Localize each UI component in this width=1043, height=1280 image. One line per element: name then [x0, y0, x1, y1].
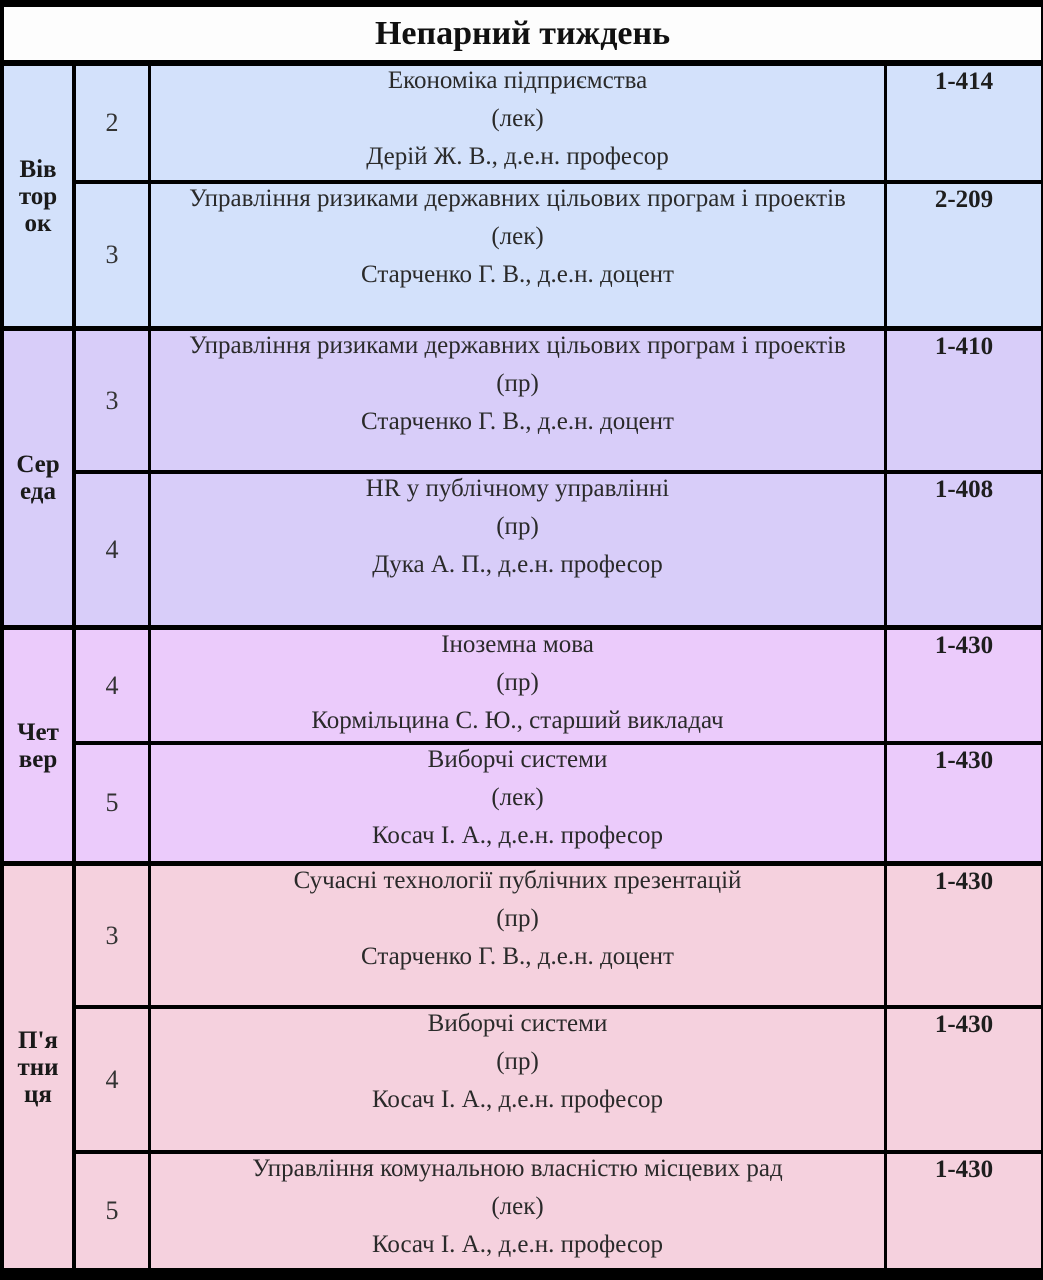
- subject-name: Виборчі системи: [427, 1010, 608, 1037]
- day-cell: [4, 866, 72, 1268]
- room-cell: [887, 1009, 1041, 1150]
- room-number: 1-430: [934, 632, 994, 659]
- lesson-cell: [151, 1154, 884, 1268]
- room-cell: [887, 745, 1041, 861]
- pair-number-text: 4: [105, 1064, 119, 1094]
- teacher-name: Старченко Г. В., д.е.н. доцент: [361, 408, 674, 435]
- day-label-line: П'я: [18, 1026, 58, 1054]
- day-label-line: Чет: [17, 718, 59, 746]
- room-number: 1-430: [934, 868, 994, 895]
- day-label-line: ок: [24, 209, 52, 237]
- teacher-name: Косач І. А., д.е.н. професор: [371, 822, 664, 849]
- subject-name: HR у публічному управлінні: [365, 475, 670, 502]
- lesson-cell: [151, 184, 884, 326]
- pair-number: [76, 1154, 148, 1268]
- day-cell: [4, 66, 72, 326]
- day-label-line: тни: [17, 1053, 59, 1081]
- room-number: 1-430: [934, 747, 994, 774]
- room-number: 1-410: [934, 333, 994, 360]
- room-number: 2-209: [934, 186, 994, 213]
- subject-name: Економіка підприємства: [387, 67, 648, 94]
- day-cell: [4, 630, 72, 861]
- lesson-type: (лек): [491, 105, 544, 132]
- pair-number: [76, 184, 148, 326]
- room-cell: [887, 184, 1041, 326]
- pair-number-text: 2: [105, 108, 119, 137]
- pair-number-text: 4: [105, 670, 119, 700]
- teacher-name: Дерій Ж. В., д.е.н. професор: [366, 143, 669, 170]
- day-label-line: Вів: [19, 155, 57, 183]
- pair-number: [76, 66, 148, 180]
- lesson-type: (пр): [496, 905, 539, 932]
- room-number: 1-430: [934, 1011, 994, 1038]
- pair-number-text: 5: [105, 1196, 119, 1225]
- room-cell: [887, 866, 1041, 1005]
- day-cell: [4, 331, 72, 625]
- room-number: 1-414: [934, 68, 994, 95]
- lesson-type: (пр): [496, 370, 539, 397]
- room-cell: [887, 474, 1041, 625]
- lesson-cell: [151, 866, 884, 1005]
- teacher-name: Кормільцина С. Ю., старший викладач: [311, 707, 724, 734]
- lesson-cell: [151, 1009, 884, 1150]
- day-label-line: еда: [20, 478, 56, 505]
- lesson-cell: [151, 630, 884, 741]
- subject-name: Управління комунальною власністю місцевих рад: [252, 1155, 783, 1182]
- pair-number-text: 3: [105, 385, 119, 415]
- lesson-type: (лек): [491, 223, 544, 250]
- subject-name: Сучасні технології публічних презентацій: [293, 867, 742, 894]
- lesson-type: (лек): [491, 784, 544, 811]
- subject-name: Управління ризиками державних цільових програм і проектів: [189, 332, 846, 359]
- pair-number: [76, 630, 148, 741]
- room-cell: [887, 1154, 1041, 1268]
- pair-number: [76, 1009, 148, 1150]
- teacher-name: Старченко Г. В., д.е.н. доцент: [361, 261, 674, 288]
- teacher-name: Старченко Г. В., д.е.н. доцент: [361, 943, 674, 970]
- lesson-cell: [151, 66, 884, 180]
- schedule-title: Непарний тиждень: [4, 7, 1041, 60]
- day-label-line: тор: [18, 182, 58, 210]
- teacher-name: Косач І. А., д.е.н. професор: [371, 1086, 664, 1113]
- subject-name: Іноземна мова: [441, 631, 594, 658]
- lesson-type: (пр): [496, 669, 539, 696]
- teacher-name: Косач І. А., д.е.н. професор: [371, 1231, 664, 1258]
- subject-name: Управління ризиками державних цільових програм і проектів: [189, 185, 846, 212]
- room-number: 1-408: [934, 476, 994, 503]
- day-label-line: вер: [18, 745, 58, 773]
- room-cell: [887, 630, 1041, 741]
- pair-number: [76, 331, 148, 470]
- room-cell: [887, 331, 1041, 470]
- teacher-name: Дука А. П., д.е.н. професор: [372, 551, 663, 578]
- pair-number-text: 3: [105, 920, 119, 950]
- room-number: 1-430: [934, 1156, 994, 1183]
- lesson-cell: [151, 745, 884, 861]
- lesson-type: (пр): [496, 1048, 539, 1075]
- subject-name: Виборчі системи: [427, 746, 608, 773]
- pair-number-text: 4: [105, 534, 119, 564]
- day-label-line: Сер: [16, 451, 60, 478]
- lesson-type: (пр): [496, 513, 539, 540]
- pair-number-text: 5: [105, 788, 119, 817]
- pair-number-text: 3: [105, 240, 119, 269]
- lesson-cell: [151, 474, 884, 625]
- day-label-line: ця: [24, 1080, 52, 1108]
- lesson-type: (лек): [491, 1193, 544, 1220]
- pair-number: [76, 474, 148, 625]
- pair-number: [76, 866, 148, 1005]
- pair-number: [76, 745, 148, 861]
- room-cell: [887, 66, 1041, 180]
- lesson-cell: [151, 331, 884, 470]
